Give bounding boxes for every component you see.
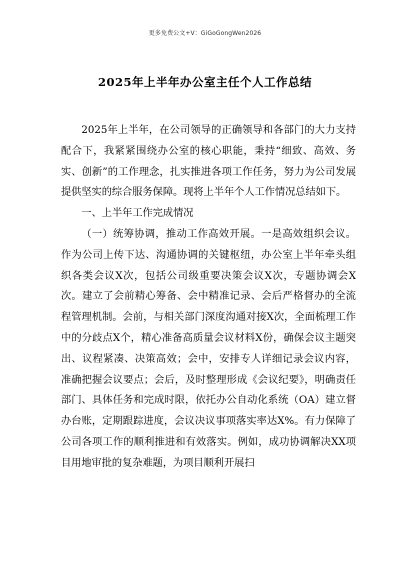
body-paragraph: （一）统筹协调，推动工作高效开展。一是高效组织会议。作为公司上传下达、沟通协调的关键枢纽，办公室上半年牵头组织各类会议X次，包括公司级重要决策会议X次，专题协调会X次。建立了会前精心筹备、会中精准记录、会后严格督办的全流程管理机制。会前，与相关部门深度沟通对接X次，全面梳理工作中的分歧点X个，精心准备高质量会议材料X份，确保会议主题突出、议程紧凑、决策高效；会中，安排专人详细记录会议内容，准确把握会议要点；会后，及时整理形成《会议纪要》，明确责任部门、具体任务和完成时限，依托办公自动化系统（OA）建立督办台账，定期跟踪进度，会议决议事项落实率达X%。有力保障了公司各项工作的顺利推进和有效落实。例如，成功协调解决XX项目用地审批的复杂难题，为项目顺利开展扫 — [61, 228, 356, 469]
document-title: 2025年上半年办公室主任个人工作总结 — [97, 75, 312, 89]
section-heading: 一、上半年工作完成情况 — [81, 208, 194, 220]
document-body — [61, 121, 356, 475]
header-note: 更多免费公文+V：GiGoGongWen2026 — [148, 30, 262, 37]
intro-paragraph: 2025年上半年，在公司领导的正确领导和各部门的大力支持配合下，我紧紧围绕办公室的核心职能，秉持“细致、高效、务实、创新”的工作理念，扎实推进各项工作任务，努力为公司发展提供坚实的综合服务保障。现将上半年个人工作情况总结如下。 — [61, 125, 356, 199]
